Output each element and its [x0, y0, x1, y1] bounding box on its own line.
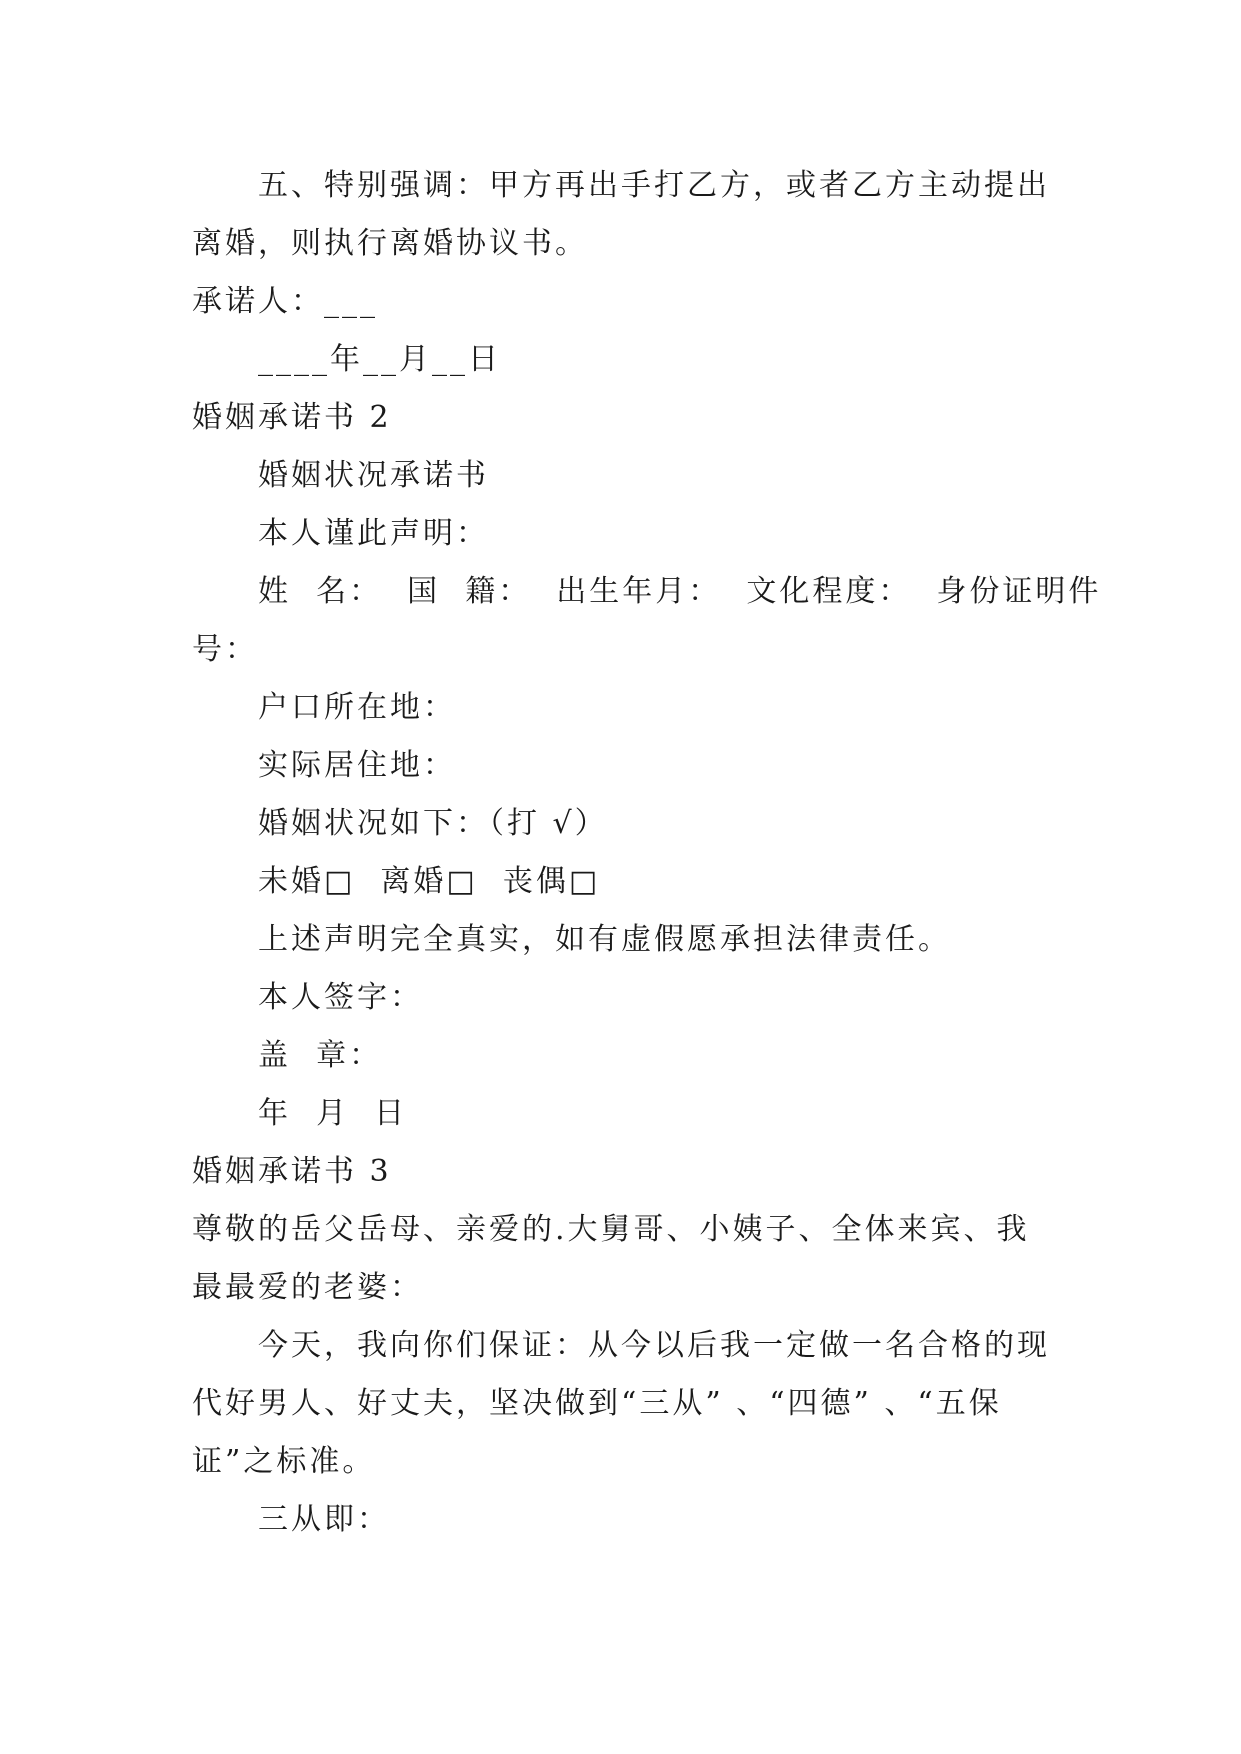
paragraph-line: 婚姻状况如下：（打 √） [258, 806, 608, 841]
date-line: ____年__月__日 [258, 342, 501, 377]
seal-field: 盖 章： [258, 1038, 383, 1073]
signature-field: 本人签字： [258, 980, 423, 1015]
paragraph-line: 三从即： [258, 1502, 390, 1537]
form-fields-line: 号： [192, 632, 258, 667]
paragraph-line: 上述声明完全真实，如有虚假愿承担法律责任。 [258, 922, 951, 957]
paragraph-line: 今天，我向你们保证：从今以后我一定做一名合格的现 [258, 1328, 1050, 1363]
paragraph-line: 尊敬的岳父岳母、亲爱的.大舅哥、小姨子、全体来宾、我 [192, 1212, 1030, 1247]
paragraph-line: 离婚，则执行离婚协议书。 [192, 226, 588, 261]
section-heading: 婚姻承诺书 2 [192, 400, 392, 435]
form-fields-line: 姓 名： 国 籍： 出生年月： 文化程度： 身份证明件 [258, 574, 1102, 609]
form-field: 实际居住地： [258, 748, 456, 783]
section-heading: 婚姻承诺书 3 [192, 1154, 392, 1189]
date-line: 年 月 日 [258, 1096, 408, 1131]
paragraph-line: 最最爱的老婆： [192, 1270, 423, 1305]
document-title: 婚姻状况承诺书 [258, 458, 489, 493]
paragraph-line: 本人谨此声明： [258, 516, 489, 551]
form-field: 户口所在地： [258, 690, 456, 725]
paragraph-line: 证”之标准。 [192, 1444, 376, 1479]
paragraph-line: 五、特别强调：甲方再出手打乙方，或者乙方主动提出 [258, 168, 1050, 203]
marital-status-options: 未婚□ 离婚□ 丧偶□ [258, 864, 601, 899]
paragraph-line: 代好男人、好丈夫，坚决做到“三从” 、“四德” 、“五保 [192, 1386, 1002, 1421]
promisor-line: 承诺人：___ [192, 284, 378, 319]
